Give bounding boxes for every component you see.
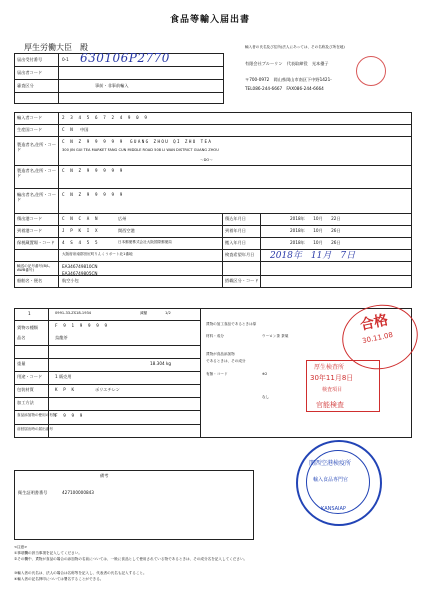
goods-name-label: 品名 <box>17 335 26 340</box>
unload-date: 2018年 10月 26日 <box>290 240 341 245</box>
rp-line6: なし <box>262 395 270 399</box>
weight-label: 重量 <box>17 361 26 366</box>
form-frame-remarks <box>14 470 254 540</box>
maker-address: 300 JIN GUI TEA MARKET FANG CUN MIDDLE ROAD 508 LI WAN DISTRICT GUANG ZHOU <box>62 148 219 152</box>
goods-name: 烏龍茶 <box>55 335 68 340</box>
cert-no: 427100000843 <box>62 490 94 495</box>
reg-no-label: 届出受付番号 <box>17 57 43 62</box>
maker-label: 製造者名,住所・コード <box>17 142 57 152</box>
load-date: 2018年 10月 22日 <box>290 216 341 221</box>
load-port-name: 広州 <box>118 216 127 221</box>
import-code-label: 輸入者コード <box>17 115 43 120</box>
storage-value: 4 S 4 5 5 <box>62 240 100 245</box>
arrival-label: 到着港コード <box>17 228 43 233</box>
load-port-label: 積出港コード <box>17 216 43 221</box>
importer-note: 輸入者の氏名及び住所(法人にあっては、その名称及び所在地) <box>245 45 345 49</box>
bl-label: 輸送の記号番号(B/L, AWB番号) <box>17 264 51 273</box>
unload-date-label: 搬入年月日 <box>225 240 246 245</box>
sou-label: 届出者コード <box>17 70 43 75</box>
rp-line4: であるときは、その成分 <box>206 359 246 363</box>
factory-code: C N Z 9 9 9 9 9 <box>62 168 124 173</box>
pass-stamp-date: 30.11.08 <box>361 330 394 346</box>
inspection-stamp-item: 検査項目 <box>322 387 343 393</box>
maker-code: C N Z 9 9 9 9 9 <box>62 139 124 144</box>
reg-no-handwritten: 630106P2770 <box>80 51 170 65</box>
bl-value2: EA346749805CN <box>62 271 98 276</box>
inspect-date: 2018年 11月 7日 <box>270 251 356 261</box>
form-title: 食品等輸入届出書 <box>170 15 251 25</box>
arrive-date-label: 到着年月日 <box>225 228 246 233</box>
cert-no-label: 衛生証明書番号 <box>18 490 48 495</box>
note-1: ①事項欄の該当事項を記入してください。 <box>14 551 82 555</box>
rp-line5: 有無・コード <box>206 372 228 376</box>
origin-label: 生産国コード <box>17 127 43 132</box>
rp-line3: 貨物が食品添加物 <box>206 352 235 356</box>
usage-value: 1 販売用 <box>55 374 72 379</box>
rp-line2: 材料・成分 <box>206 334 224 338</box>
inspection-label: 審査区分 <box>17 83 34 88</box>
rank-label: 搭載区分・コード <box>225 278 259 283</box>
factory-label: 製造者名,住所・コード <box>17 168 57 178</box>
exporter-label: 輸出者名,住所・コード <box>17 192 57 202</box>
rem-label: 備考 <box>100 473 109 478</box>
note-2: ②その欄中、貨物が食品の場合の添加物の名前については、一般に食品として使用されている物であるときは、その成分名を記入してください。 <box>14 557 248 561</box>
quarantine-seal-en: KANSAIAP <box>321 506 346 512</box>
importer-name: 有限会社ブルーリン 代表取締役 光本優子 <box>245 61 329 66</box>
goods-code: F 9 1 9 9 9 9 <box>55 323 109 328</box>
inspection-value: 事前・非事前輸入 <box>95 83 129 88</box>
exporter-code: C N Z 9 9 9 9 9 <box>62 192 124 197</box>
item-code: 0991-33-ZS18-1934 <box>55 311 92 315</box>
pack-label: 包装材質 <box>17 387 34 392</box>
storage-address: 大阪府泉南郡田尻町りんくうポート北1番地 <box>62 252 133 256</box>
storage-name: 日本郵便株式会社大阪国際郵便局 <box>118 240 172 244</box>
ship-label: 船舶名・便名 <box>17 278 43 283</box>
importer-address: 〒700-0972 岡山県岡山市南区下中野1421- <box>245 77 332 82</box>
maker-name: GUANG ZHOU QI ZHU TEA <box>130 139 213 144</box>
note-3: ③輸入者の氏名は、法人の場合は名称等を記入し、代表者の氏名も記入すること。 <box>14 571 147 575</box>
load-date-label: 積込年月日 <box>225 216 246 221</box>
maker-ref: 〜DO〜 <box>200 158 213 162</box>
arrive-date: 2018年 10月 26日 <box>290 228 341 233</box>
importer-seal-icon <box>356 56 386 86</box>
origin-value: C N <box>62 127 75 132</box>
ship-value: 航空小包 <box>62 278 79 283</box>
quarantine-seal-sub: 輸入食品専門官 <box>313 477 349 483</box>
rp-line1: 貨物の加工食品であるときは原 <box>206 322 257 326</box>
item-ratio: 1/2 <box>165 311 171 315</box>
prev-label: 前回届出時の届出番号 <box>17 427 53 431</box>
inspection-stamp-title: 厚生検査所 <box>314 364 345 371</box>
item-reason: 減額 <box>140 311 148 315</box>
arrival-value: J P K I X <box>62 228 100 233</box>
additive-label: 食品添加物の使用の有無 <box>17 413 57 417</box>
quarantine-seal-text: 関西空港検疫所 <box>309 460 352 467</box>
item-no: 1 <box>28 311 31 316</box>
pass-stamp-text: 合格 <box>358 312 390 334</box>
addressee: 厚生労働大臣 殿 <box>24 43 88 52</box>
reg-no-prefix: 0-1 <box>62 57 69 62</box>
note-4: ④輸入者の記名押印については署名することができる。 <box>14 577 104 581</box>
pack-name: ポリエチレン <box>95 387 120 392</box>
importer-tel: TEL086-244-6667 FAX086-244-6664 <box>245 86 324 91</box>
goods-label: 貨物の種類 <box>17 325 38 330</box>
inspection-stamp-date: 30年11月8日 <box>310 374 354 382</box>
storage-label: 保税蔵置場・コード <box>17 240 55 245</box>
weight-value: 18.304 kg <box>150 361 172 366</box>
inspect-date-label: 検査希望年月日 <box>225 252 255 257</box>
note-0: <注意> <box>14 545 28 549</box>
process-label: 加工方法 <box>17 400 34 405</box>
origin-name: 中国 <box>80 127 89 132</box>
usage-label: 用途・コード <box>17 374 43 379</box>
load-port-value: C N C A N <box>62 216 100 221</box>
inspection-stamp-ok: 官能検査 <box>316 401 344 409</box>
arrival-name: 関西空港 <box>118 228 135 233</box>
import-code-value: 2 3 4 5 6 7 2 4 9 0 9 <box>62 115 149 120</box>
rp-line5-val: ※2 <box>262 372 268 376</box>
pack-code: K P K <box>55 387 76 392</box>
rp-line2-val: ウーロン茶 茶葉 <box>262 334 289 338</box>
bl-value1: EA346749810CN <box>62 264 98 269</box>
prev-value: F 9 9 9 <box>55 413 84 418</box>
